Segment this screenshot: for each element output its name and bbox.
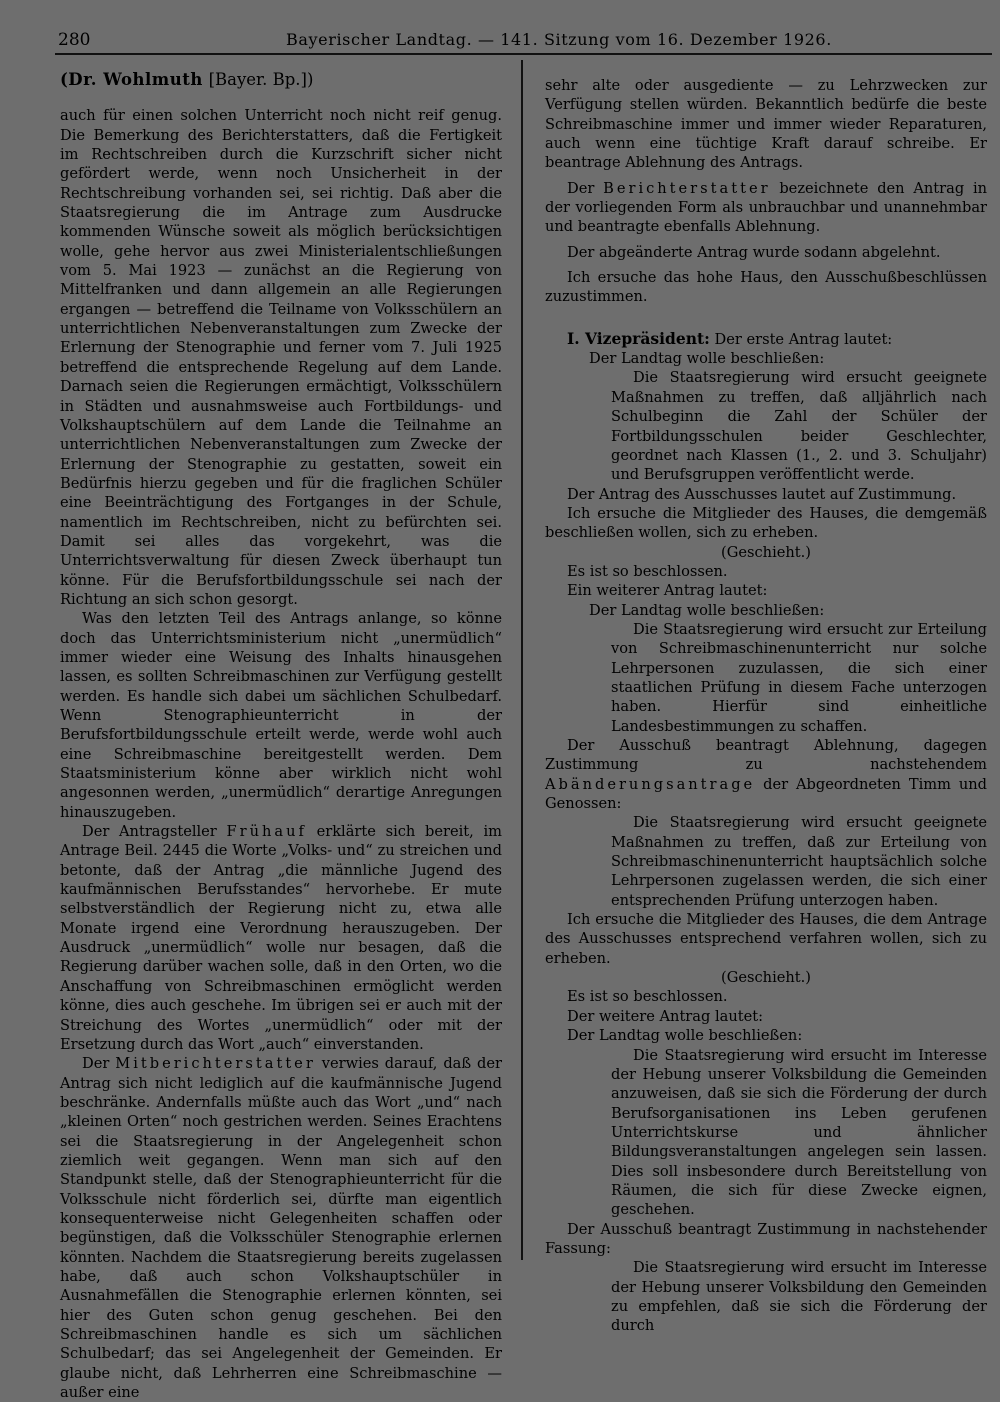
- paragraph: Ich ersuche die Mitglieder des Hauses, die dem Antrage des Ausschusses entsprechend verfahren wollen, sich zu erheben.: [545, 911, 987, 967]
- paragraph: Ein weiterer Antrag lautet:: [567, 582, 768, 600]
- paragraph: auch für einen solchen Unterricht noch nicht reif genug. Die Bemerkung des Berichterstatters, daß die Fertigkeit im Rechtschreiben durch die Kurzschrift sicher nicht gefördert werde, wenn noch Unsicherheit in der Rechtschreibung vorhanden sei, sei richtig. Daß aber die Staatsregierung die im Antrage zum Ausdrucke kommenden Wünsche soweit als möglich berücksichtigen wolle, gehe hervor aus zwei Ministerialentschließungen vom 5. Mai 1923 — zunächst an die Regierung von Mittelfranken und dann allgemein an alle Regierungen ergangen — betreffend die Teilname von Volksschülern an unterrichtlichen Nebenveranstaltungen zum Zwecke der Erlernung der Stenographie und ferner vom 7. Juli 1925 betreffend die entsprechende Regelung auf dem Lande. Darnach seien die Regierungen ermächtigt, Volksschülern in Städten und ausnahmsweise auch Fortbildungs- und Volkshauptschülern auf dem Lande die Teilnahme an unterrichtlichen Nebenveranstaltungen zum Zwecke der Erlernung der Stenographie zu gestatten, soweit ein Bedürfnis hierzu gegeben und für die fraglichen Schüler eine Beeinträchtigung des Fortganges in der Schule, namentlich im Rechtschreiben, nicht zu befürchten sei. Damit sei alles das vorgekehrt, was die Unterrichtsverwaltung für diesen Zweck überhaupt tun könne. Für die Berufsfortbildungsschule sei nach der Richtung an sich schon gesorgt.: [60, 107, 502, 608]
- paragraph-text: Der erste Antrag lautet:: [714, 330, 893, 348]
- happened-note: (Geschieht.): [721, 543, 811, 561]
- spaced-name: Berichterstatter: [603, 179, 771, 197]
- motion-intro: Der Landtag wolle beschließen:: [589, 601, 825, 619]
- amended-motion-text: Die Staatsregierung wird ersucht im Interesse der Hebung unserer Volksbildung den Gemeinden zu empfehlen, daß sie sich die Förderung der durch: [611, 1259, 987, 1335]
- paragraph: Der weitere Antrag lautet:: [567, 1007, 764, 1025]
- page-header: [0, 0, 1000, 54]
- decision-text: Es ist so beschlossen.: [567, 988, 728, 1006]
- paragraph: Was den letzten Teil des Antrags anlange, so könne doch das Unterrichtsministerium nicht „unermüdlich“ immer wieder eine Weisung des Inhalts hinausgehen lassen, es sollten Schreibmaschinen zur Verfügung gestellt werden. Es handle sich dabei um sächlichen Schulbedarf. Wenn Stenographieunterricht in der Berufsfortbildungsschule erteilt werde, werde wohl auch eine Schreibmaschine bereitgestellt werden. Dem Staatsministerium könne aber wirklich nicht wohl angesonnen werden, „unermüdlich“ derartige Anregungen hinauszugeben.: [60, 610, 502, 821]
- vice-president-label: I. Vizepräsident:: [567, 328, 710, 348]
- decision-text: Es ist so beschlossen.: [567, 562, 728, 580]
- spaced-name: Frühauf: [226, 823, 307, 841]
- motion-intro: Der Landtag wolle beschließen:: [567, 1027, 803, 1045]
- right-column: [545, 76, 987, 1336]
- speaker-name: (Dr. Wohlmuth: [60, 70, 203, 89]
- amended-motion-text: Die Staatsregierung wird ersucht geeignete Maßnahmen zu treffen, daß zur Erteilung von Schreibmaschinenunterricht hauptsächlich solche Lehrpersonen zugelassen werden, die sich einer entsprechenden Prüfung unterzogen haben.: [611, 814, 987, 909]
- paragraph-text: Der Ausschuß beantragt Ablehnung, dagegen Zustimmung zu nachstehendem: [545, 737, 987, 774]
- column-divider: [521, 60, 523, 1260]
- paragraph: Der abgeänderte Antrag wurde sodann abgelehnt.: [567, 243, 941, 261]
- committee-result: Der Antrag des Ausschusses lautet auf Zustimmung.: [567, 485, 957, 503]
- motion-text: Die Staatsregierung wird ersucht im Interesse der Hebung unserer Volksbildung die Gemeinden anzuweisen, daß sie sich die Förderung der durch Berufsorganisationen ins Leben gerufenen Unterrichtskurse und ähnlicher Bildungsveranstaltungen angelegen sein lassen. Dies soll insbesondere durch Bereitstellung von Räumen, die sich für diese Zwecke eignen, geschehen.: [611, 1046, 987, 1219]
- running-title: Bayerischer Landtag. — 141. Sitzung vom 16. Dezember 1926.: [286, 30, 832, 49]
- committee-result: Der Ausschuß beantragt Zustimmung in nachstehender Fassung:: [545, 1220, 987, 1257]
- lead-text: Der Antragsteller: [82, 823, 217, 841]
- paragraph: [60, 1054, 502, 1402]
- committee-result: [545, 736, 987, 813]
- lead-text: Der: [567, 179, 595, 197]
- motion-text: Die Staatsregierung wird ersucht zur Erteilung von Schreibmaschinenunterricht nur solche Lehrpersonen zuzulassen, die sich einer staatlichen Prüfung in diesem Fache unterzogen haben. Hierfür sind einheitliche Landesbestimmungen zu schaffen.: [611, 620, 987, 735]
- header-rule: [55, 53, 992, 55]
- speaker-party: [Bayer. Bp.]): [208, 70, 314, 89]
- paragraph-text: verwies darauf, daß der Antrag sich nicht lediglich auf die kaufmännische Jugend beschränke. Andernfalls müßte auch das Wort „und“ nach „kleinen Orten“ noch gestrichen werden. Seines Erachtens sei die Staatsregierung in der Angelegenheit schon ziemlich weit gegangen. Wenn man sich auf den Standpunkt stelle, daß der Stenographieunterricht für die Volksschule nicht förderlich sei, dürfte man eigentlich konsequenterweise nicht Gelegenheiten schaffen oder begünstigen, daß die Volksschüler Stenographie erlernen könnten. Nachdem die Staatsregierung bereits zugelassen habe, daß auch schon Volkshauptschüler in Ausnahmefällen die Stenographie erlernen könnten, sei hier des Guten schon genug geschehen. Bei den Schreibmaschinen handle es sich um sächlichen Schulbedarf; das sei Angelegenheit der Gemeinden. Er glaube nicht, daß Lehrherren eine Schreibmaschine — außer eine: [60, 1055, 502, 1402]
- paragraph: [545, 179, 987, 237]
- speaker-heading: [60, 70, 502, 89]
- vice-president-statement: [545, 329, 987, 349]
- paragraph-text: erklärte sich bereit, im Antrage Beil. 2445 die Worte „Volks- und“ zu streichen und betonte, daß der Antrag „die männliche Jugend des kaufmännischen Berufsstandes“ hervorhebe. Er mute selbstverständlich der Regierung nicht zu, etwa alle Monate irgend eine Verordnung herauszugeben. Der Ausdruck „unermüdlich“ wolle nur besagen, daß die Regierung darüber wachen solle, daß in den Orten, wo die Anschaffung von Schreibmaschinen ermöglicht werden könne, dies auch geschehe. Im übrigen sei er auch mit der Streichung des Wortes „unermüdlich“ oder mit der Ersetzung durch das Wort „auch“ einverstanden.: [60, 823, 502, 1053]
- paragraph-text: der Abgeordneten Timm und Genossen:: [545, 775, 987, 813]
- happened-note: (Geschieht.): [721, 969, 811, 987]
- left-column: [60, 70, 502, 1402]
- paragraph: Ich ersuche die Mitglieder des Hauses, die demgemäß beschließen wollen, sich zu erheben.: [545, 504, 987, 542]
- spaced-term: Abänderungsantrage: [545, 775, 756, 793]
- paragraph: sehr alte oder ausgediente — zu Lehrzwecken zur Verfügung stellen würden. Bekanntlich bedürfe die beste Schreibmaschine immer und immer wieder Reparaturen, auch wenn eine tüchtige Kraft darauf schreibe. Er beantrage Ablehnung des Antrags.: [545, 77, 987, 172]
- paragraph-text: bezeichnete den Antrag in der vorliegenden Form als unbrauchbar und unannehmbar und beantragte ebenfalls Ablehnung.: [545, 179, 988, 236]
- page-number: 280: [58, 30, 91, 50]
- motion-intro: Der Landtag wolle beschließen:: [589, 350, 825, 368]
- motion-text: Die Staatsregierung wird ersucht geeignete Maßnahmen zu treffen, daß alljährlich nach Schulbeginn die Zahl der Schüler der Fortbildungsschulen beider Geschlechter, geordnet nach Klassen (1., 2. und 3. Schuljahr) und Berufsgruppen veröffentlicht werde.: [611, 369, 987, 484]
- paragraph: Ich ersuche das hohe Haus, den Ausschußbeschlüssen zuzustimmen.: [545, 269, 987, 306]
- spaced-name: Mitberichterstatter: [115, 1055, 316, 1073]
- lead-text: Der: [82, 1055, 110, 1073]
- paragraph: [60, 822, 502, 1054]
